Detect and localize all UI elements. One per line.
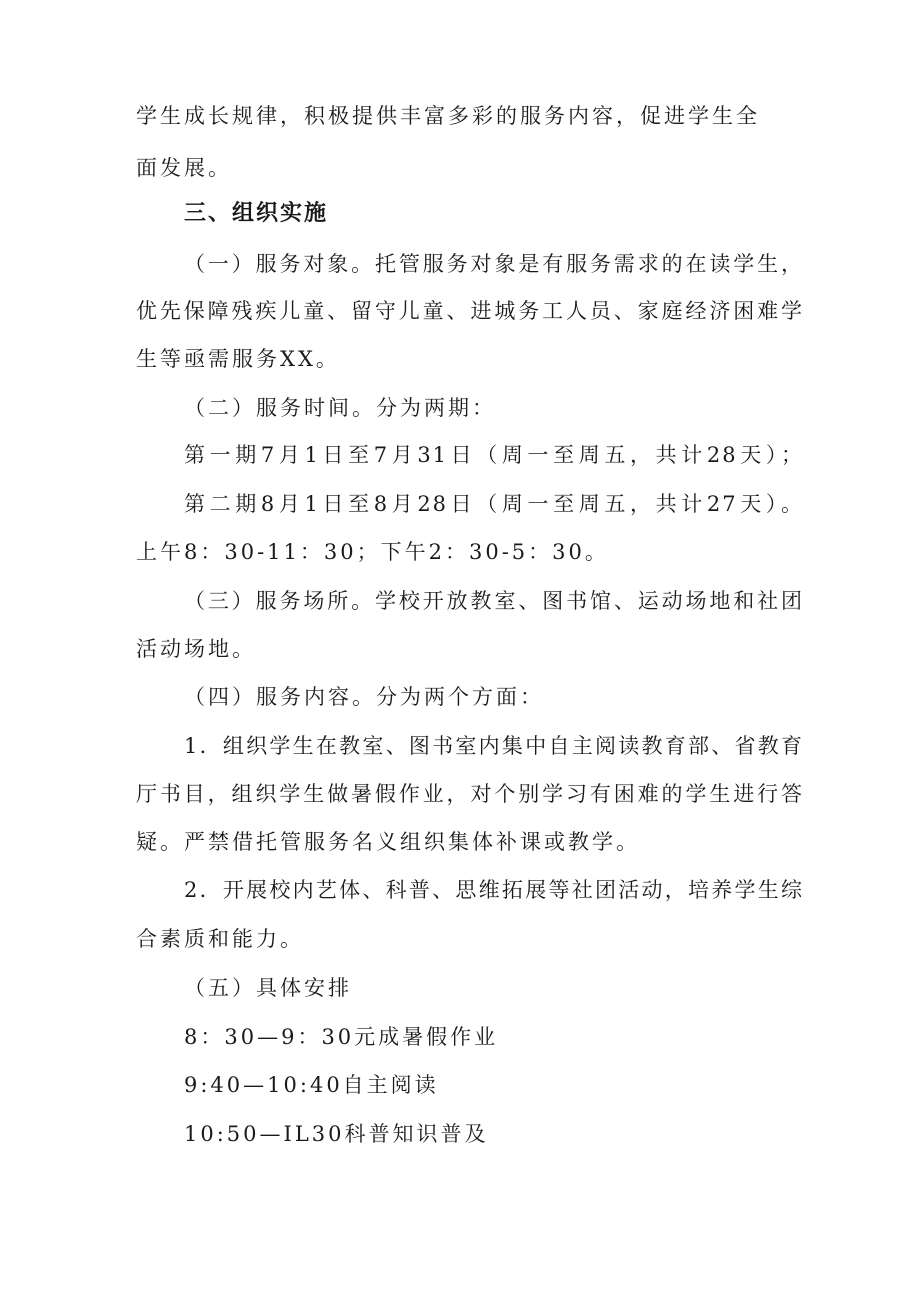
text-line-17: 2．开展校内艺体、科普、思维拓展等社团活动，培养学生综 xyxy=(184,878,804,902)
text-line-5: 优先保障残疾儿童、留守儿童、进城务工人员、家庭经济困难学 xyxy=(136,299,804,323)
text-line-2: 面发展。 xyxy=(136,156,232,180)
schedule-item-3: 10:50—IL30科普知识普及 xyxy=(184,1122,489,1146)
text-line-9: 第二期8月1日至8月28日（周一至周五，共计27天）。 xyxy=(184,492,804,516)
text-line-8: 第一期7月1日至7月31日（周一至周五，共计28天）； xyxy=(184,443,804,467)
text-line-11: （三）服务场所。学校开放教室、图书馆、运动场地和社团 xyxy=(184,589,804,613)
text-line-10: 上午8：30-11：30；下午2：30-5：30。 xyxy=(136,540,609,564)
text-line-7: （二）服务时间。分为两期： xyxy=(184,396,496,420)
text-line-4: （一）服务对象。托管服务对象是有服务需求的在读学生， xyxy=(184,252,804,276)
section-heading: 三、组织实施 xyxy=(184,201,329,226)
text-line-12: 活动场地。 xyxy=(136,637,256,661)
text-line-15: 厅书目，组织学生做暑假作业，对个别学习有困难的学生进行答 xyxy=(136,782,804,806)
text-line-13: （四）服务内容。分为两个方面： xyxy=(184,685,544,709)
text-line-18: 合素质和能力。 xyxy=(136,927,304,951)
text-line-1: 学生成长规律，积极提供丰富多彩的服务内容，促进学生全 xyxy=(136,104,760,128)
schedule-item-1: 8：30—9：30元成暑假作业 xyxy=(184,1025,499,1049)
schedule-item-2: 9:40—10:40自主阅读 xyxy=(184,1073,439,1097)
text-line-14: 1．组织学生在教室、图书室内集中自主阅读教育部、省教育 xyxy=(184,734,804,758)
text-line-16: 疑。严禁借托管服务名义组织集体补课或教学。 xyxy=(136,830,640,854)
text-line-6: 生等亟需服务XX。 xyxy=(136,347,340,371)
text-line-19: （五）具体安排 xyxy=(184,976,352,1000)
